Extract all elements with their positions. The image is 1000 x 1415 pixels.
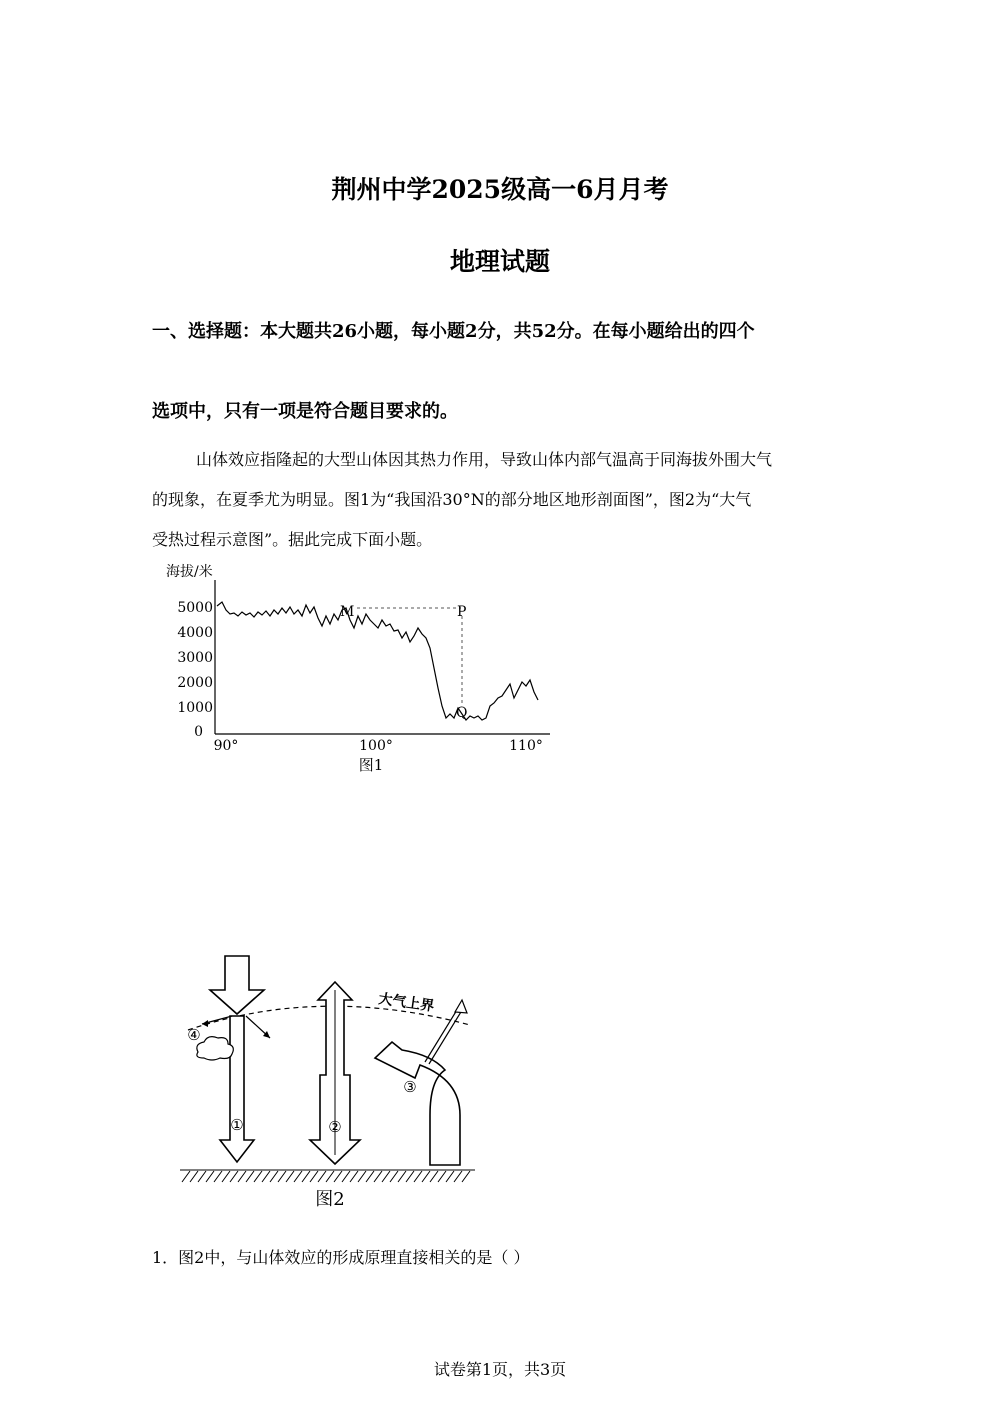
question-1: 1．图2中，与山体效应的形成原理直接相关的是（ ）	[152, 1248, 530, 1267]
passage	[152, 440, 852, 560]
figure2-caption: 图2	[315, 1189, 345, 1210]
y-tick-2000: 2000	[177, 675, 213, 691]
figure2-label-2: ②	[328, 1118, 342, 1136]
passage-line2: 的现象，在夏季尤为明显。图1为“我国沿30°N的部分地区地形剖面图”，图2为“大气	[152, 490, 752, 509]
figure1-y-axis-label: 海拔/米	[166, 564, 213, 580]
exam-subject: 地理试题	[449, 247, 550, 276]
section-heading-line2: 选项中，只有一项是符合题目要求的。	[152, 401, 458, 422]
figure2-arrow-3	[375, 1000, 467, 1165]
x-tick-100: 100°	[359, 738, 393, 754]
passage-line3: 受热过程示意图”。据此完成下面小题。	[152, 530, 433, 549]
figure1-point-p: P	[457, 604, 467, 620]
figure1-caption: 图1	[358, 756, 384, 774]
figure1-point-m: M	[340, 604, 355, 620]
figure2-ground	[180, 1170, 475, 1182]
figure2-heating-diagram	[170, 940, 480, 1215]
figure2-label-3: ③	[403, 1078, 417, 1096]
figure1-terrain-profile	[160, 558, 560, 778]
x-tick-110: 110°	[509, 738, 543, 754]
cloud-icon	[197, 1037, 233, 1060]
figure2-arrow-2	[310, 982, 360, 1164]
passage-line1: 山体效应指隆起的大型山体因其热力作用，导致山体内部气温高于同海拔外围大气	[196, 450, 773, 469]
y-tick-4000: 4000	[177, 625, 213, 641]
figure2-label-1: ①	[230, 1116, 244, 1134]
figure1-terrain-line	[217, 602, 538, 720]
y-tick-3000: 3000	[177, 650, 213, 666]
figure1-point-q: Q	[456, 705, 468, 721]
figure2-label-4: ④	[187, 1026, 201, 1044]
y-tick-0: 0	[194, 724, 203, 740]
x-tick-90: 90°	[213, 738, 239, 754]
figure2-arrow-4	[187, 1016, 270, 1060]
figure1-y-tick-labels	[177, 600, 213, 740]
y-tick-5000: 5000	[177, 600, 213, 616]
y-tick-1000: 1000	[177, 700, 213, 716]
section-heading-line1: 一、选择题：本大题共26小题，每小题2分，共52分。在每小题给出的四个	[152, 321, 755, 342]
exam-title: 荆州中学2025级高一6月月考	[331, 175, 669, 204]
figure1-x-tick-labels	[214, 738, 543, 754]
page-footer: 试卷第1页，共3页	[433, 1360, 567, 1379]
figure2-boundary-label: 大气上界	[377, 991, 436, 1015]
